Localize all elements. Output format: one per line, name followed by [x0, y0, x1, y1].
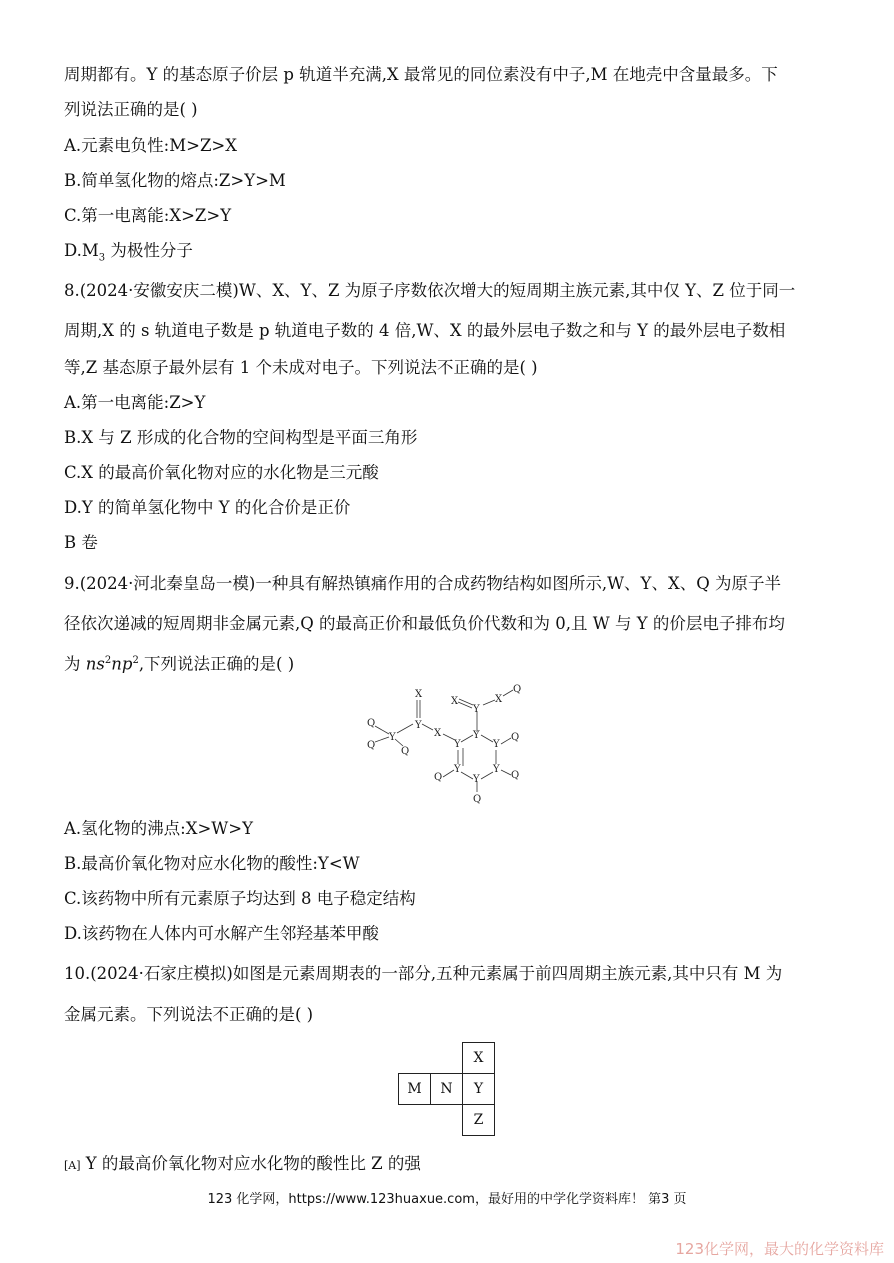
molecule-structure-diagram: [355, 682, 535, 804]
atom-label: Y: [415, 720, 422, 731]
watermark-text: 123化学网，最大的化学资料库: [675, 1240, 884, 1258]
atom-label: Y: [493, 764, 500, 775]
section-b-heading: B 卷: [64, 533, 98, 552]
q9-option-a: A.氢化物的沸点:X>W>Y: [64, 819, 253, 838]
q7-text-line2: 列说法正确的是( ): [64, 100, 198, 119]
q9-text-line2: 径依次递减的短周期非金属元素,Q 的最高正价和最低负价代数和为 0,且 W 与 Y 的价层电子排布均: [64, 614, 785, 633]
atom-label: Q: [367, 718, 376, 729]
q10-text-line2: 金属元素。下列说法不正确的是( ): [64, 1005, 314, 1024]
q9-line3-prefix: 为: [64, 654, 86, 674]
atom-label: Q: [513, 684, 522, 695]
q8-option-d: D.Y 的简单氢化物中 Y 的化合价是正价: [64, 498, 351, 517]
q10-option-a: [64, 1153, 421, 1177]
page-footer: 123 化学网，https://www.123huaxue.com，最好用的中学化学资料库！ 第3 页: [207, 1192, 687, 1207]
atom-label: X: [451, 696, 459, 707]
q7-text-line1: 周期都有。Y 的基态原子价层 p 轨道半充满,X 最常见的同位素没有中子,M 在地壳中含量最多。下: [64, 65, 778, 84]
q7-option-c: C.第一电离能:X>Z>Y: [64, 206, 232, 225]
atom-label: Q: [401, 746, 410, 757]
atom-label: Y: [493, 739, 500, 750]
q10-option-a-tag: [A]: [64, 1159, 81, 1172]
q10-option-a-text: Y 的最高价氧化物对应水化物的酸性比 Z 的强: [80, 1154, 421, 1173]
atom-labels: [367, 684, 521, 804]
q8-option-c: C.X 的最高价氧化物对应的水化物是三元酸: [64, 463, 379, 482]
periodic-table-fragment: [398, 1042, 495, 1136]
q9-text-line1: 9.(2024·河北秦皇岛一模)一种具有解热镇痛作用的合成药物结构如图所示,W、Y、X、Q 为原子半: [64, 574, 781, 593]
q10-text-line1: 10.(2024·石家庄模拟)如图是元素周期表的一部分,五种元素属于前四周期主族元素,其中只有 M 为: [64, 964, 783, 983]
q8-option-b: B.X 与 Z 形成的化合物的空间构型是平面三角形: [64, 428, 418, 447]
atom-label: Q: [434, 772, 443, 783]
q7-option-d-prefix: D.M: [64, 241, 99, 260]
q7-option-a: A.元素电负性:M>Z>X: [64, 136, 237, 155]
q9-option-c: C.该药物中所有元素原子均达到 8 电子稳定结构: [64, 889, 416, 908]
q9-line3-suffix: ,下列说法正确的是( ): [138, 654, 295, 674]
q8-option-a: A.第一电离能:Z>Y: [64, 393, 206, 412]
q7-option-b: B.简单氢化物的熔点:Z>Y>M: [64, 171, 286, 190]
table-cell-z: Z: [463, 1105, 495, 1136]
table-cell-x: X: [463, 1043, 495, 1074]
atom-label: X: [434, 728, 442, 739]
atom-label: Y: [454, 739, 461, 750]
atom-label: Y: [389, 732, 396, 743]
q7-option-d-subscript: 3: [98, 252, 106, 264]
atom-label: Y: [473, 774, 480, 785]
q7-option-d-suffix: 为极性分子: [105, 241, 193, 260]
table-cell-y: Y: [463, 1074, 495, 1105]
q9-ns: ns: [85, 654, 105, 674]
atom-label: X: [415, 689, 423, 700]
atom-label: Q: [511, 732, 520, 743]
q9-sup2: 2: [132, 655, 139, 666]
table-cell-n: N: [431, 1074, 463, 1105]
q9-sup1: 2: [104, 655, 112, 666]
q8-text-line3: 等,Z 基态原子最外层有 1 个未成对电子。下列说法不正确的是( ): [64, 358, 538, 377]
atom-label: Y: [454, 764, 461, 775]
q8-text-line2: 周期,X 的 s 轨道电子数是 p 轨道电子数的 4 倍,W、X 的最外层电子数之和与 Y 的最外层电子数相: [64, 321, 786, 340]
q8-text-line1: 8.(2024·安徽安庆二模)W、X、Y、Z 为原子序数依次增大的短周期主族元素,其中仅 Y、Z 位于同一: [64, 281, 796, 300]
atom-label: Q: [473, 794, 482, 804]
table-cell-m: M: [399, 1074, 431, 1105]
atom-label: Y: [473, 704, 480, 715]
q9-np: np: [111, 654, 133, 674]
atom-label: Y: [473, 730, 480, 741]
q9-option-d: D.该药物在人体内可水解产生邻羟基苯甲酸: [64, 924, 379, 943]
atom-label: Q: [511, 770, 520, 781]
q9-text-line3: [64, 650, 294, 676]
q7-option-d: [64, 240, 193, 269]
atom-label: X: [495, 694, 503, 705]
atom-label: Q: [367, 740, 376, 751]
q9-option-b: B.最高价氧化物对应水化物的酸性:Y<W: [64, 854, 360, 873]
